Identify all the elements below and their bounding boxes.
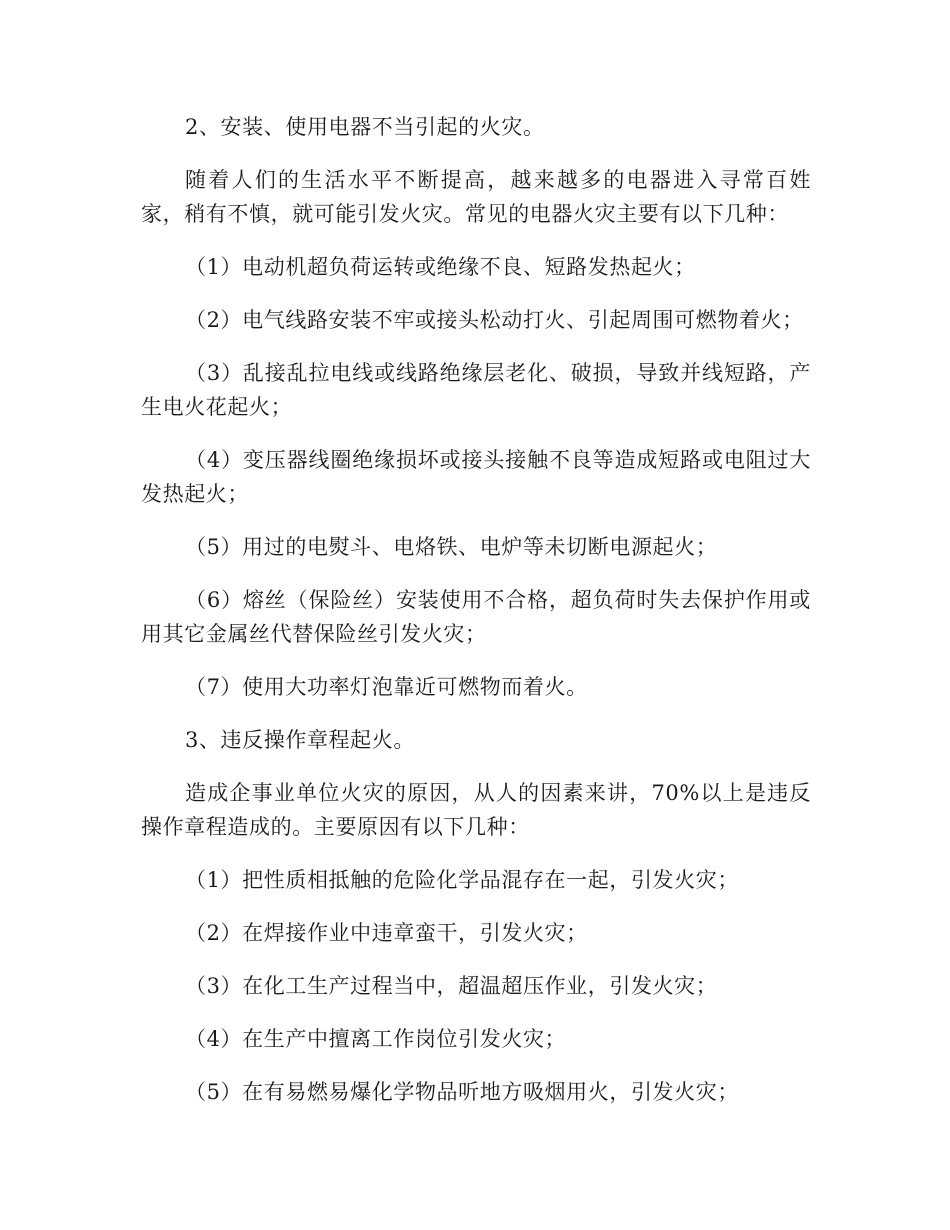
list-item-operation-3: （3）在化工生产过程当中，超温超压作业，引发火灾； xyxy=(185,974,718,998)
list-item-electrical-5: （5）用过的电熨斗、电烙铁、电炉等未切断电源起火； xyxy=(185,535,718,559)
paragraph-electrical-intro: 随着人们的生活水平不断提高，越来越多的电器进入寻常百姓家，稍有不慎，就可能引发火灾。常见的电器火灾主要有以下几种： xyxy=(141,168,811,226)
list-item-operation-4: （4）在生产中擅离工作岗位引发火灾； xyxy=(185,1027,567,1051)
section-heading-electrical-fire: 2、安装、使用电器不当引起的火灾。 xyxy=(185,115,545,139)
list-item-electrical-6: （6）熔丝（保险丝）安装使用不合格，超负荷时失去保护作用或用其它金属丝代替保险丝引发火灾； xyxy=(141,588,811,646)
list-item-electrical-4: （4）变压器线圈绝缘损坏或接头接触不良等造成短路或电阻过大发热起火； xyxy=(141,448,811,506)
list-item-electrical-1: （1）电动机超负荷运转或绝缘不良、短路发热起火； xyxy=(185,255,696,279)
list-item-operation-1: （1）把性质相抵触的危险化学品混存在一起，引发火灾； xyxy=(185,868,739,892)
list-item-operation-2: （2）在焊接作业中违章蛮干，引发火灾； xyxy=(185,921,588,945)
paragraph-operation-intro: 造成企事业单位火灾的原因，从人的因素来讲，70%以上是违反操作章程造成的。主要原因有以下几种： xyxy=(141,781,811,839)
section-heading-operation-violation: 3、违反操作章程起火。 xyxy=(185,728,415,752)
list-item-electrical-2: （2）电气线路安装不牢或接头松动打火、引起周围可燃物着火； xyxy=(185,308,804,332)
document-body xyxy=(141,110,811,1128)
list-item-electrical-7: （7）使用大功率灯泡靠近可燃物而着火。 xyxy=(185,675,588,699)
list-item-operation-5: （5）在有易燃易爆化学物品听地方吸烟用火，引发火灾； xyxy=(185,1080,739,1104)
list-item-electrical-3: （3）乱接乱拉电线或线路绝缘层老化、破损，导致并线短路，产生电火花起火； xyxy=(141,361,811,419)
